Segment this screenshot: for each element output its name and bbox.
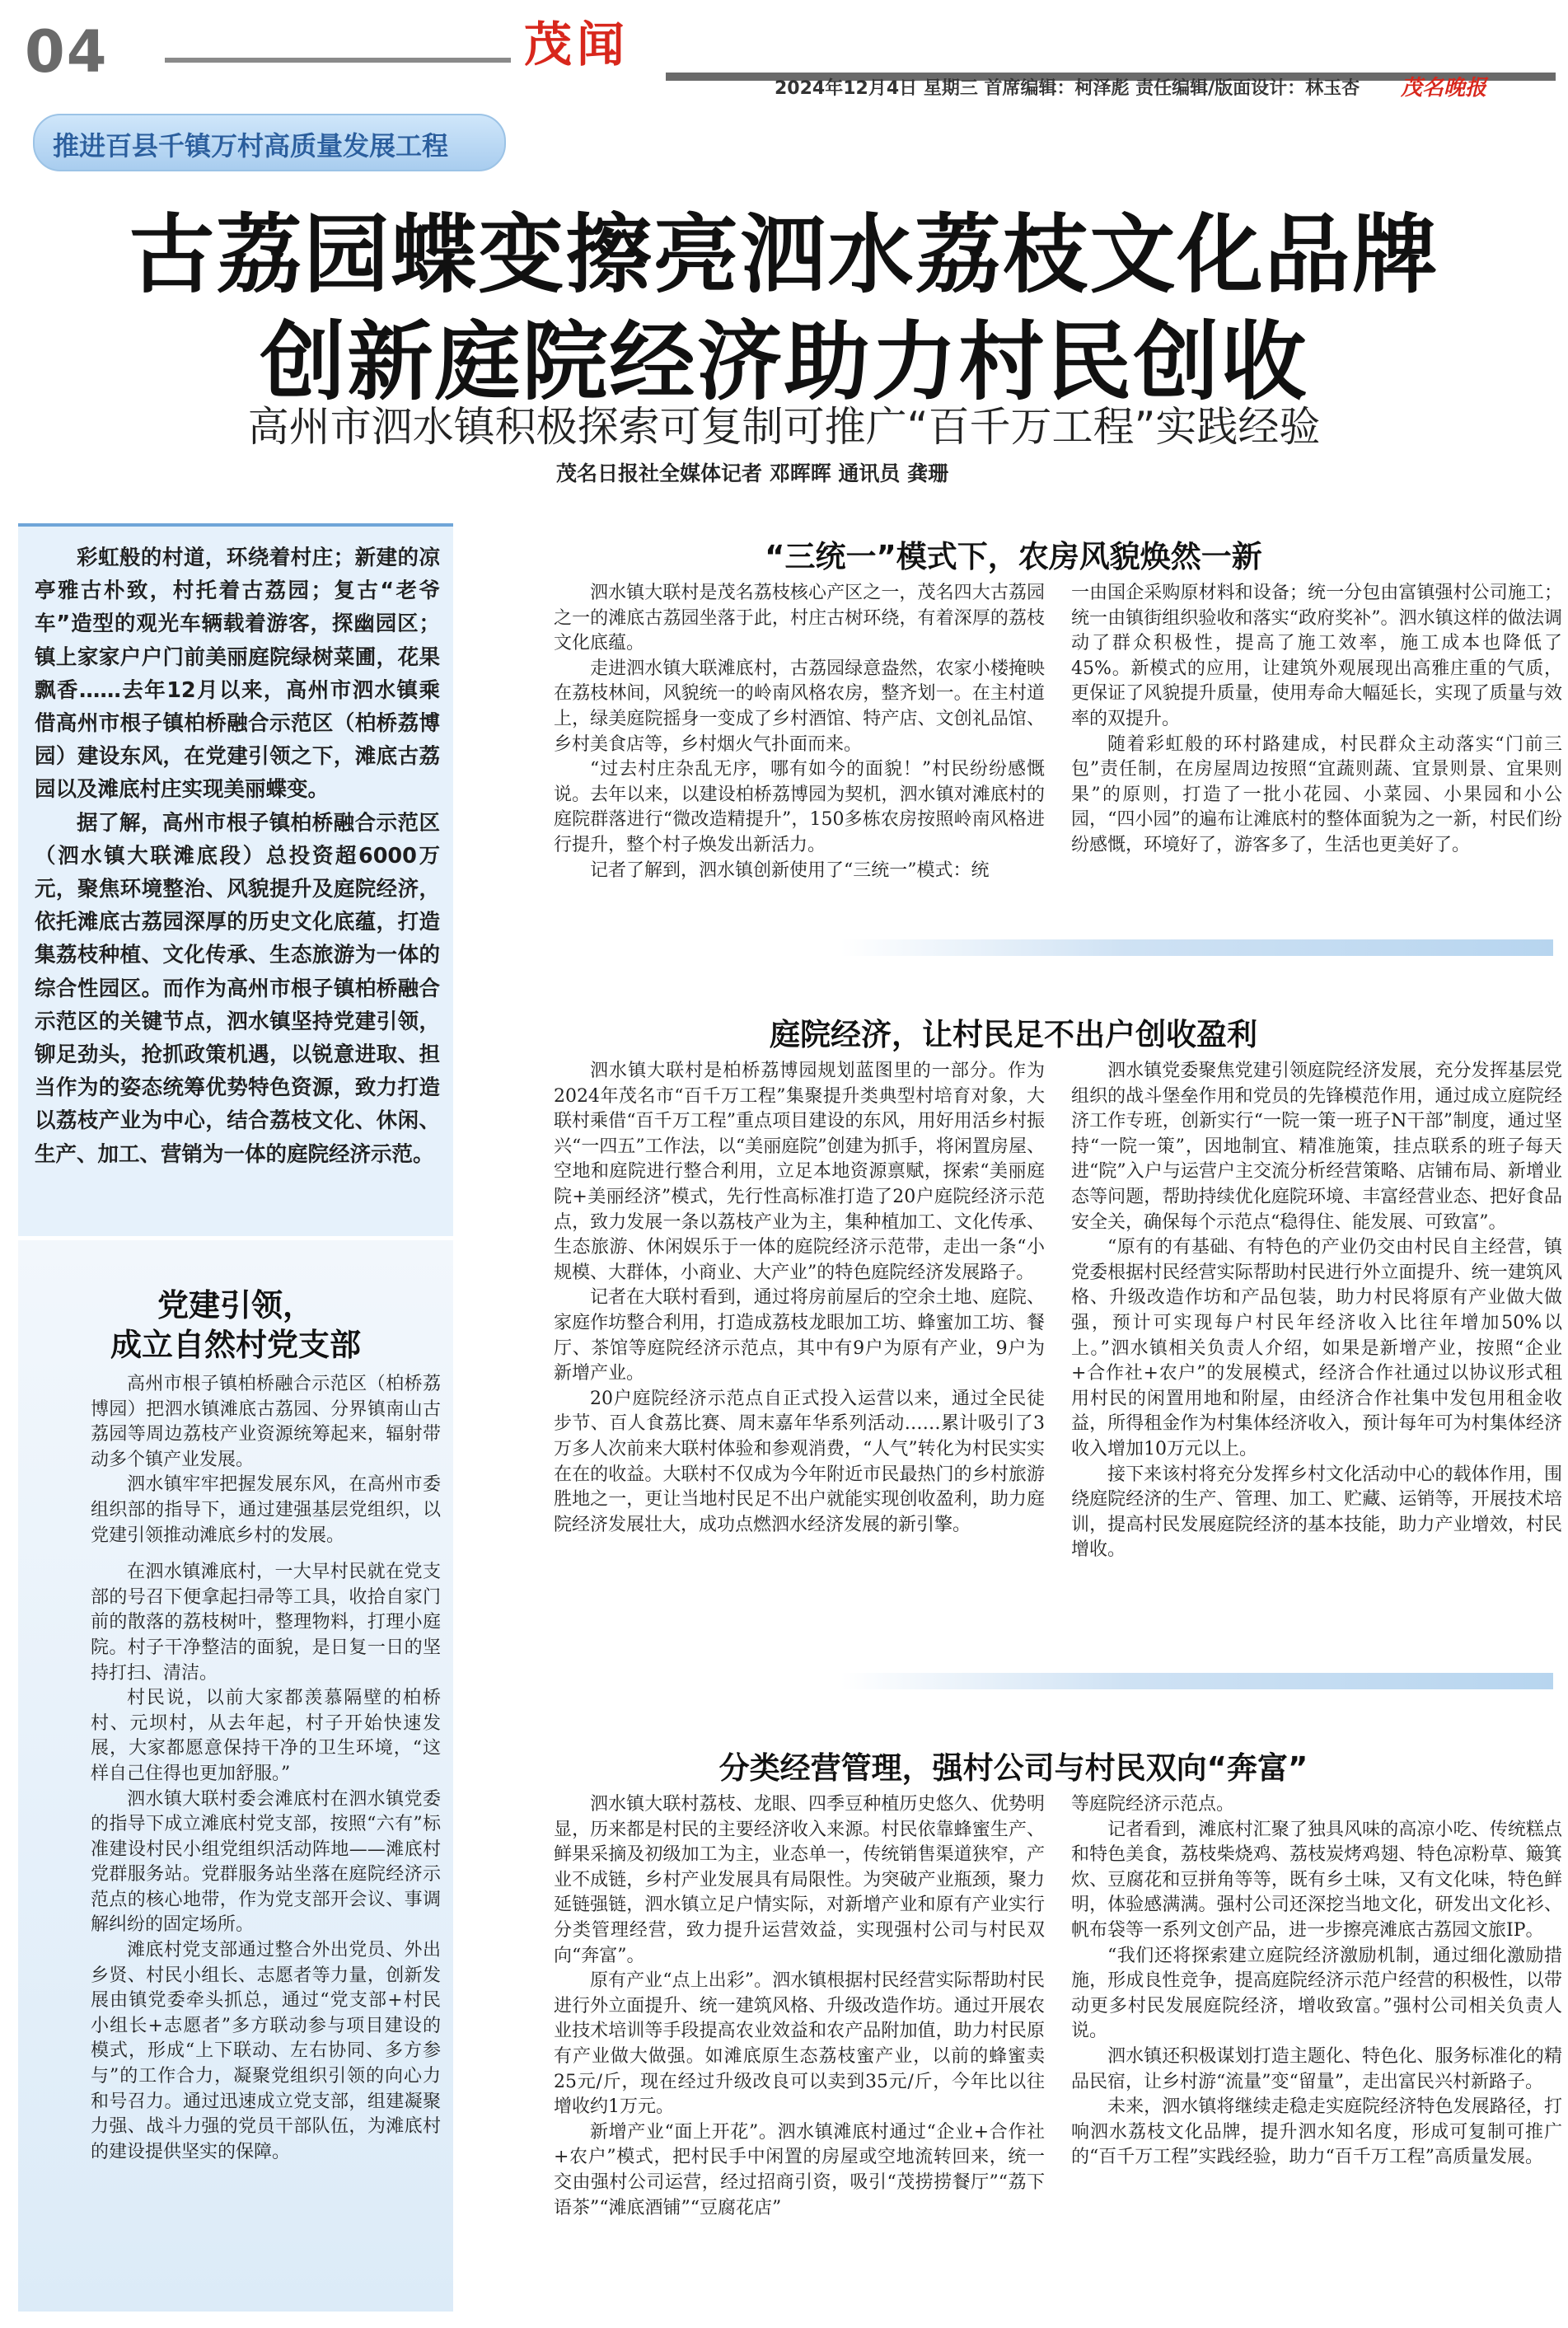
headline-line1: 古荔园蝶变擦亮泗水荔枝文化品牌 [129,204,1439,305]
article-paragraph: 泗水镇大联村是柏桥荔博园规划蓝图里的一部分。作为2024年茂名市“百千万工程”集聚提升类典型村培育对象，大联村乘借“百千万工程”重点项目建设的东风，用好用活乡村振兴“一四五”工作法，以“美丽庭院”创建为抓手，将闲置房屋、空地和庭院进行整合利用，立足本地资源禀赋，探索“美丽庭院+美丽经济”模式，先行性高标准打造了20户庭院经济示范点，致力发展一条以荔枝产业为主，集种植加工、文化传承、生态旅游、休闲娱乐于一体的庭院经济示范带，走出一条“小规模、大群体，小商业、大产业”的特色庭院经济发展路子。 [554,1061,1045,1283]
article-paragraph: “过去村庄杂乱无序，哪有如今的面貌！”村民纷纷感慨说。去年以来，以建设柏桥荔博园为契机，泗水镇对滩底村的庭院群落进行“微改造精提升”，150多栋农房按照岭南风格进行提升，整个村子焕发出新活力。 [554,759,1045,855]
article-paragraph: 泗水镇大联村荔枝、龙眼、四季豆种植历史悠久、优势明显，历来都是村民的主要经济收入来源。村民依靠蜂蜜生产、鲜果采摘及初级加工为主，业态单一，传统销售渠道狭窄，产业不成链，乡村产业发展具有局限性。为突破产业瓶颈，聚力延链强链，泗水镇立足户情实际，对新增产业和原有产业实行分类管理经营，致力提升运营效益，实现强村公司与村民双向“奔富”。 [554,1794,1045,1966]
article-paragraph: 原有产业“点上出彩”。泗水镇根据村民经营实际帮助村民进行外立面提升、统一建筑风格、升级改造作坊。通过开展农业技术培训等手段提高农业效益和农产品附加值，助力村民原有产业做大做强。如滩底原生态荔枝蜜产业，以前的蜂蜜卖25元/斤，现在经过升级改良可以卖到35元/斤，今年比以往增收约1万元。 [554,1970,1045,2118]
section3-col2 [1071,1792,1562,2171]
article-paragraph: 村民说，以前大家都羡慕隔壁的柏桥村、元坝村，从去年起，村子开始快速发展，大家都愿意保持干净的卫生环境，“这样自己住得也更加舒服。” [91,1688,441,1784]
byline: 茂名日报社全媒体记者 邓晖晖 通讯员 龚珊 [556,461,949,485]
article-paragraph: “原有的有基础、有特色的产业仍交由村民自主经营，镇党委根据村民经营实际帮助村民进行外立面提升、统一建筑风格、升级改造作坊和产品包装，助力村民将原有产业做大做强，预计可实现每户村民年经济收入比往年增加50%以上。”泗水镇相关负责人介绍，如果是新增产业，按照“企业+合作社+农户”的发展模式，经济合作社通过以协议形式租用村民的闲置用地和附屋，由经济合作社集中发包用租金收益，所得租金作为村集体经济收入，预计每年可为村集体经济收入增加10万元以上。 [1071,1237,1562,1459]
article-paragraph: 随着彩虹般的环村路建成，村民群众主动落实“门前三包”责任制，在房屋周边按照“宜蔬则蔬、宜景则景、宜果则果”的原则，打造了一批小花园、小菜园、小果园和小公园，“四小园”的遍布让滩底村的整体面貌为之一新，村民们纷纷感慨，环境好了，游客多了，生活也更美好了。 [1071,733,1562,855]
article-paragraph: 一由国企采购原材料和设备；统一分包由富镇强村公司施工；统一由镇街组织验收和落实“政府奖补”。泗水镇这样的做法调动了群众积极性，提高了施工效率，施工成本也降低了45%。新模式的应用，让建筑外观展现出高雅庄重的气质，更保证了风貌提升质量，使用寿命大幅延长，实现了质量与效率的双提升。 [1071,583,1562,729]
article-paragraph: 记者看到，滩底村汇聚了独具风味的高凉小吃、传统糕点和特色美食，荔枝柴烧鸡、荔枝炭烤鸡翅、特色凉粉草、簸箕炊、豆腐花和豆拼角等等，既有乡土味，又有文化味，特色鲜明，体验感满满。强村公司还深挖当地文化，研发出文化衫、帆布袋等一系列文创产品，进一步擦亮滩底古荔园文旅IP。 [1071,1819,1562,1941]
article-paragraph: 等庭院经济示范点。 [1071,1794,1235,1815]
campaign-tag [33,114,506,171]
section1-col1 [554,581,1045,883]
party-heading-line1: 党建引领， [157,1287,314,1323]
section2-col1 [554,1059,1045,1538]
headline-subtitle: 高州市泗水镇积极探索可复制可推广“百千万工程”实践经验 [247,403,1321,451]
lead-paragraph: 据了解，高州市根子镇柏桥融合示范区（泗水镇大联滩底段）总投资超6000万元，聚焦环境整治、风貌提升及庭院经济，依托滩底古荔园深厚的历史文化底蕴，打造集荔枝种植、文化传承、生态旅游为一体的综合性园区。而作为高州市根子镇柏桥融合示范区的关键节点，泗水镇坚持党建引领，铆足劲头，抢抓政策机遇，以锐意进取、担当作为的姿态统筹优势特色资源，致力打造以荔枝产业为中心，结合荔枝文化、休闲、生产、加工、营销为一体的庭院经济示范。 [35,810,440,1167]
article-paragraph: 泗水镇大联村是茂名荔枝核心产区之一，茂名四大古荔园之一的滩底古荔园坐落于此，村庄古树环绕，有着深厚的荔枝文化底蕴。 [554,583,1045,654]
section1-col2 [1071,581,1562,859]
page-number: 04 [25,18,109,86]
article-paragraph: 高州市根子镇柏桥融合示范区（柏桥荔博园）把泗水镇滩底古荔园、分界镇南山古荔园等周边荔枝产业资源统筹起来，辐射带动多个镇产业发展。 [91,1374,441,1470]
article-paragraph: 在泗水镇滩底村，一大早村民就在党支部的号召下便拿起扫帚等工具，收拾自家门前的散落的荔枝树叶，整理物料，打理小庭院。村子干净整洁的面貌，是日复一日的坚持打扫、清洁。 [91,1562,441,1684]
header-rule [165,58,511,63]
section3-heading: 分类经营管理，强村公司与村民双向“奔富” [718,1750,1308,1786]
article-paragraph: 未来，泗水镇将继续走稳走实庭院经济特色发展路径，打响泗水荔枝文化品牌，提升泗水知名度，形成可复制可推广的“百千万工程”实践经验，助力“百千万工程”高质量发展。 [1071,2096,1562,2168]
section-divider [840,1673,1553,1689]
article-paragraph: 滩底村党支部通过整合外出党员、外出乡贤、村民小组长、志愿者等力量，创新发展由镇党委牵头抓总，通过“党支部+村民小组长+志愿者”多方联动参与项目建设的模式，形成“上下联动、左右协同、多方参与”的工作合力，凝聚党组织引领的向心力和号召力。通过迅速成立党支部，组建凝聚力强、战斗力强的党员干部队伍，为滩底村的建设提供坚实的保障。 [91,1940,441,2162]
article-paragraph: 泗水镇还积极谋划打造主题化、特色化、服务标准化的精品民宿，让乡村游“流量”变“留量”，走出富民兴村新路子。 [1071,2045,1562,2092]
article-paragraph: 泗水镇党委聚焦党建引领庭院经济发展，充分发挥基层党组织的战斗堡垒作用和党员的先锋模范作用，通过成立庭院经济工作专班，创新实行“一院一策一班子N干部”制度，通过坚持“一院一策”，因地制宜、精准施策，挂点联系的班子每天进“院”入户与运营户主交流分析经营策略、店铺布局、新增业态等问题，帮助持续优化庭院环境、丰富经营业态、把好食品安全关，确保每个示范点“稳得住、能发展、可致富”。 [1071,1061,1562,1233]
masthead-brand: 茂名晚报 [1401,76,1487,101]
article-paragraph: 接下来该村将充分发挥乡村文化活动中心的载体作用，围绕庭院经济的生产、管理、加工、贮藏、运销等，开展技术培训，提高村民发展庭院经济的基本技能，助力产业增效，村民增收。 [1071,1464,1562,1561]
lead-paragraph: 彩虹般的村道，环绕着村庄；新建的凉亭雅古朴致，村托着古荔园；复古“老爷车”造型的观光车辆载着游客，探幽园区；镇上家家户户门前美丽庭院绿树菜圃，花果飘香……去年12月以来，高州市泗水镇乘借高州市根子镇柏桥融合示范区（柏桥荔博园）建设东风，在党建引领之下，滩底古荔园以及滩底村庄实现美丽蝶变。 [35,546,440,803]
article-paragraph: 泗水镇大联村委会滩底村在泗水镇党委的指导下成立滩底村党支部，按照“六有”标准建设村民小组党组织活动阵地——滩底村党群服务站。党群服务站坐落在庭院经济示范点的核心地带，作为党支部开会议、事调解纠纷的固定场所。 [91,1788,441,1936]
lead-box [18,523,453,1236]
section2-col2 [1071,1059,1562,1563]
campaign-tag-label: 推进百县千镇万村高质量发展工程 [53,130,449,162]
article-paragraph: 记者在大联村看到，通过将房前屋后的空余土地、庭院、家庭作坊整合利用，打造成荔枝龙眼加工坊、蜂蜜加工坊、餐厅、茶馆等庭院经济示范点，其中有9户为原有产业，9户为新增产业。 [554,1287,1045,1384]
section2-heading: 庭院经济，让村民足不出户创收盈利 [770,1017,1257,1052]
lead-rule [18,523,453,527]
article-paragraph: 20户庭院经济示范点自正式投入运营以来，通过全民徒步节、百人食荔比赛、周末嘉年华系列活动……累计吸引了3万多人次前来大联村体验和参观消费，“人气”转化为村民实实在在的收益。大联村不仅成为今年附近市民最热门的乡村旅游胜地之一，更让当地村民足不出户就能实现创收盈利，助力庭院经济发展壮大，成功点燃泗水经济发展的新引擎。 [554,1388,1045,1535]
issue-info: 2024年12月4日 星期三 首席编辑：柯泽彪 责任编辑/版面设计：林玉杏 [775,78,1360,99]
lead-text [35,541,440,1171]
party-heading-line2: 成立自然村党支部 [110,1327,361,1363]
article-paragraph: 泗水镇牢牢把握发展东风，在高州市委组织部的指导下，通过建强基层党组织，以党建引领推动滩底乡村的发展。 [91,1474,441,1546]
section-divider [840,939,1553,956]
section1-heading: “三统一”模式下，农房风貌焕然一新 [765,539,1262,574]
article-paragraph: 走进泗水镇大联滩底村，古荔园绿意盎然，农家小楼掩映在荔枝林间，风貌统一的岭南风格农房，整齐划一。在主村道上，绿美庭院摇身一变成了乡村酒馆、特产店、文创礼品馆、乡村美食店等，乡村烟火气扑面而来。 [554,658,1045,755]
article-paragraph: 记者了解到，泗水镇创新使用了“三统一”模式：统 [590,860,990,881]
article-paragraph: 新增产业“面上开花”。泗水镇滩底村通过“企业+合作社+农户”模式，把村民手中闲置的房屋或空地流转回来，统一交由强村公司运营，经过招商引资，吸引“茂捞捞餐厅”“荔下语茶”“滩底酒铺”“豆腐花店” [554,2121,1045,2218]
party-section-body [91,1372,441,2165]
section3-col1 [554,1792,1045,2221]
article-paragraph: “我们还将探索建立庭院经济激励机制，通过细化激励措施，形成良性竞争，提高庭院经济示范户经营的积极性，以带动更多村民发展庭院经济，增收致富。”强村公司相关负责人说。 [1071,1945,1562,2042]
headline-line2: 创新庭院经济助力村民创收 [260,311,1308,412]
section-tag: 茂闻 [524,16,630,73]
